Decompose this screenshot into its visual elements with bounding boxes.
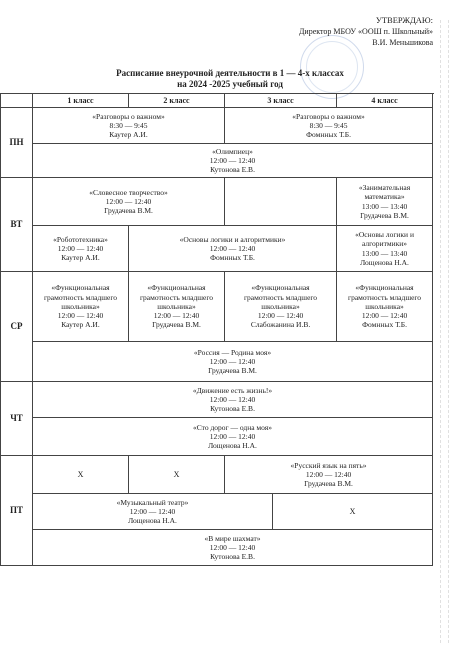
activity-name: «Занимательная [358, 183, 411, 193]
schedule-cell [33, 144, 433, 178]
activity-teacher: Каутер А.И. [61, 320, 100, 330]
activity-teacher: Грудачева В.М. [360, 210, 409, 220]
activity-name: грамотность младшего [243, 292, 318, 302]
schedule-cell [225, 108, 433, 144]
schedule-cell [33, 226, 129, 272]
day-label-tue: ВТ [1, 178, 33, 272]
activity-name: «Робототехника» [53, 234, 108, 244]
table-row [1, 178, 433, 226]
activity-time: 12:00 — 12:40 [209, 394, 256, 404]
activity-time: 12:00 — 12:40 [209, 155, 256, 165]
table-row [1, 456, 433, 494]
activity-name: школьника» [157, 301, 196, 311]
activity-name: «Музыкальный театр» [116, 497, 189, 507]
activity-teacher: Грудачева В.М. [304, 479, 353, 489]
activity-name: грамотность младшего [348, 292, 422, 302]
table-row [1, 342, 433, 382]
schedule-cell [129, 272, 225, 342]
schedule-cell [33, 272, 129, 342]
activity-name: школьника» [365, 301, 404, 311]
activity-name: «Функциональная [147, 283, 206, 293]
activity-name: «Сто дорог — одна моя» [193, 422, 272, 432]
approval-position: Директор МБОУ «ООШ п. Школьный» [298, 27, 433, 36]
activity-name: грамотность младшего [43, 292, 118, 302]
activity-name: грамотность младшего [139, 292, 214, 302]
activity-teacher: Кутонова Е.В. [210, 165, 255, 175]
activity-time: 12:00 — 12:40 [209, 431, 256, 441]
activity-name: «Основы логики и алгоритмики» [179, 234, 286, 244]
activity-teacher: Фомнных Т.Б. [306, 130, 351, 140]
activity-time: 12:00 — 12:40 [305, 469, 352, 479]
activity-name: математика» [364, 192, 405, 202]
activity-time: 12:00 — 12:40 [209, 356, 256, 366]
schedule-table [0, 93, 433, 566]
approval-block [299, 15, 433, 48]
activity-teacher: Грудачева В.М. [152, 320, 201, 330]
activity-time: 12:00 — 12:40 [105, 196, 152, 206]
schedule-cell [225, 456, 433, 494]
schedule-cell [225, 272, 337, 342]
activity-time: 12:00 — 12:40 [57, 311, 104, 321]
schedule-cell [33, 382, 433, 418]
schedule-cell [33, 530, 433, 566]
title-line-1: Расписание внеурочной деятельности в 1 — 4-х классах [116, 68, 344, 78]
activity-teacher: Каутер А.И. [109, 130, 148, 140]
header-class-2: 2 класс [129, 94, 225, 108]
title-line-2: на 2024 -2025 учебный год [177, 79, 283, 89]
table-row [1, 494, 433, 530]
activity-teacher: Слабожанина И.В. [250, 320, 311, 330]
activity-teacher: Кутонова Е.В. [210, 404, 255, 414]
activity-name: «Разговоры о важном» [92, 111, 165, 121]
schedule-cell [33, 494, 273, 530]
empty-cell [225, 178, 337, 226]
activity-teacher: Фомнных Т.Б. [362, 320, 407, 330]
activity-time: 12:00 — 12:40 [209, 542, 256, 552]
table-row [1, 530, 433, 566]
activity-name: «Движение есть жизнь!» [192, 385, 273, 395]
empty-mark: Х [33, 456, 129, 494]
schedule-cell [337, 178, 433, 226]
activity-time: 8:30 — 9:45 [309, 120, 348, 130]
activity-teacher: Фомнных Т.Б. [210, 253, 255, 263]
schedule-cell [33, 342, 433, 382]
activity-name: «Функциональная [51, 283, 110, 293]
day-label-fri: ПТ [1, 456, 33, 566]
activity-name: «Разговоры о важном» [292, 111, 365, 121]
day-label-wed: СР [1, 272, 33, 382]
activity-teacher: Лощенова Н.А. [360, 257, 409, 267]
activity-time: 13:00 — 13:40 [361, 248, 408, 258]
schedule-cell [129, 226, 337, 272]
header-row [1, 94, 433, 108]
scan-artifact-line [448, 20, 449, 643]
activity-time: 12:00 — 12:40 [57, 243, 104, 253]
activity-name: «Словесное творчество» [89, 187, 168, 197]
table-row [1, 272, 433, 342]
activity-name: школьника» [61, 301, 100, 311]
activity-teacher: Каутер А.И. [61, 253, 100, 263]
activity-name: школьника» [261, 301, 300, 311]
activity-time: 8:30 — 9:45 [109, 120, 148, 130]
activity-name: «Россия — Родина моя» [193, 347, 272, 357]
approval-signature-name: В.И. Меньшикова [372, 38, 433, 47]
table-row [1, 108, 433, 144]
schedule-cell [337, 226, 433, 272]
schedule-cell [33, 418, 433, 456]
activity-name: «Русский язык на пять» [290, 460, 367, 470]
header-class-4: 4 класс [337, 94, 433, 108]
activity-time: 12:00 — 12:40 [209, 243, 256, 253]
activity-name: «Олимпиец» [212, 146, 253, 156]
activity-name: «В мире шахмат» [204, 533, 261, 543]
table-row [1, 382, 433, 418]
activity-teacher: Грудачева В.М. [104, 206, 153, 216]
schedule-cell [33, 178, 225, 226]
activity-name: «Основы логики и [355, 230, 414, 240]
scan-artifact-line [440, 20, 441, 643]
day-header-empty [1, 94, 33, 108]
page-title [30, 68, 430, 90]
day-label-thu: ЧТ [1, 382, 33, 456]
activity-time: 12:00 — 12:40 [153, 311, 200, 321]
empty-mark: Х [273, 494, 433, 530]
day-label-mon: ПН [1, 108, 33, 178]
activity-teacher: Лощенова Н.А. [128, 516, 177, 526]
header-class-3: 3 класс [225, 94, 337, 108]
activity-time: 12:00 — 12:40 [129, 506, 176, 516]
approval-heading: УТВЕРЖДАЮ: [375, 15, 433, 25]
header-class-1: 1 класс [33, 94, 129, 108]
activity-teacher: Кутонова Е.В. [210, 552, 255, 562]
activity-teacher: Грудачева В.М. [208, 366, 257, 376]
activity-name: алгоритмики» [362, 239, 408, 249]
activity-name: «Функциональная [251, 283, 310, 293]
activity-time: 13:00 — 13:40 [361, 201, 408, 211]
activity-teacher: Лощенова Н.А. [208, 441, 257, 451]
activity-name: «Функциональная [355, 283, 414, 293]
schedule-cell [337, 272, 433, 342]
schedule-cell [33, 108, 225, 144]
table-row [1, 418, 433, 456]
table-row [1, 144, 433, 178]
table-row [1, 226, 433, 272]
activity-time: 12:00 — 12:40 [257, 311, 304, 321]
activity-time: 12:00 — 12:40 [361, 311, 408, 321]
empty-mark: Х [129, 456, 225, 494]
